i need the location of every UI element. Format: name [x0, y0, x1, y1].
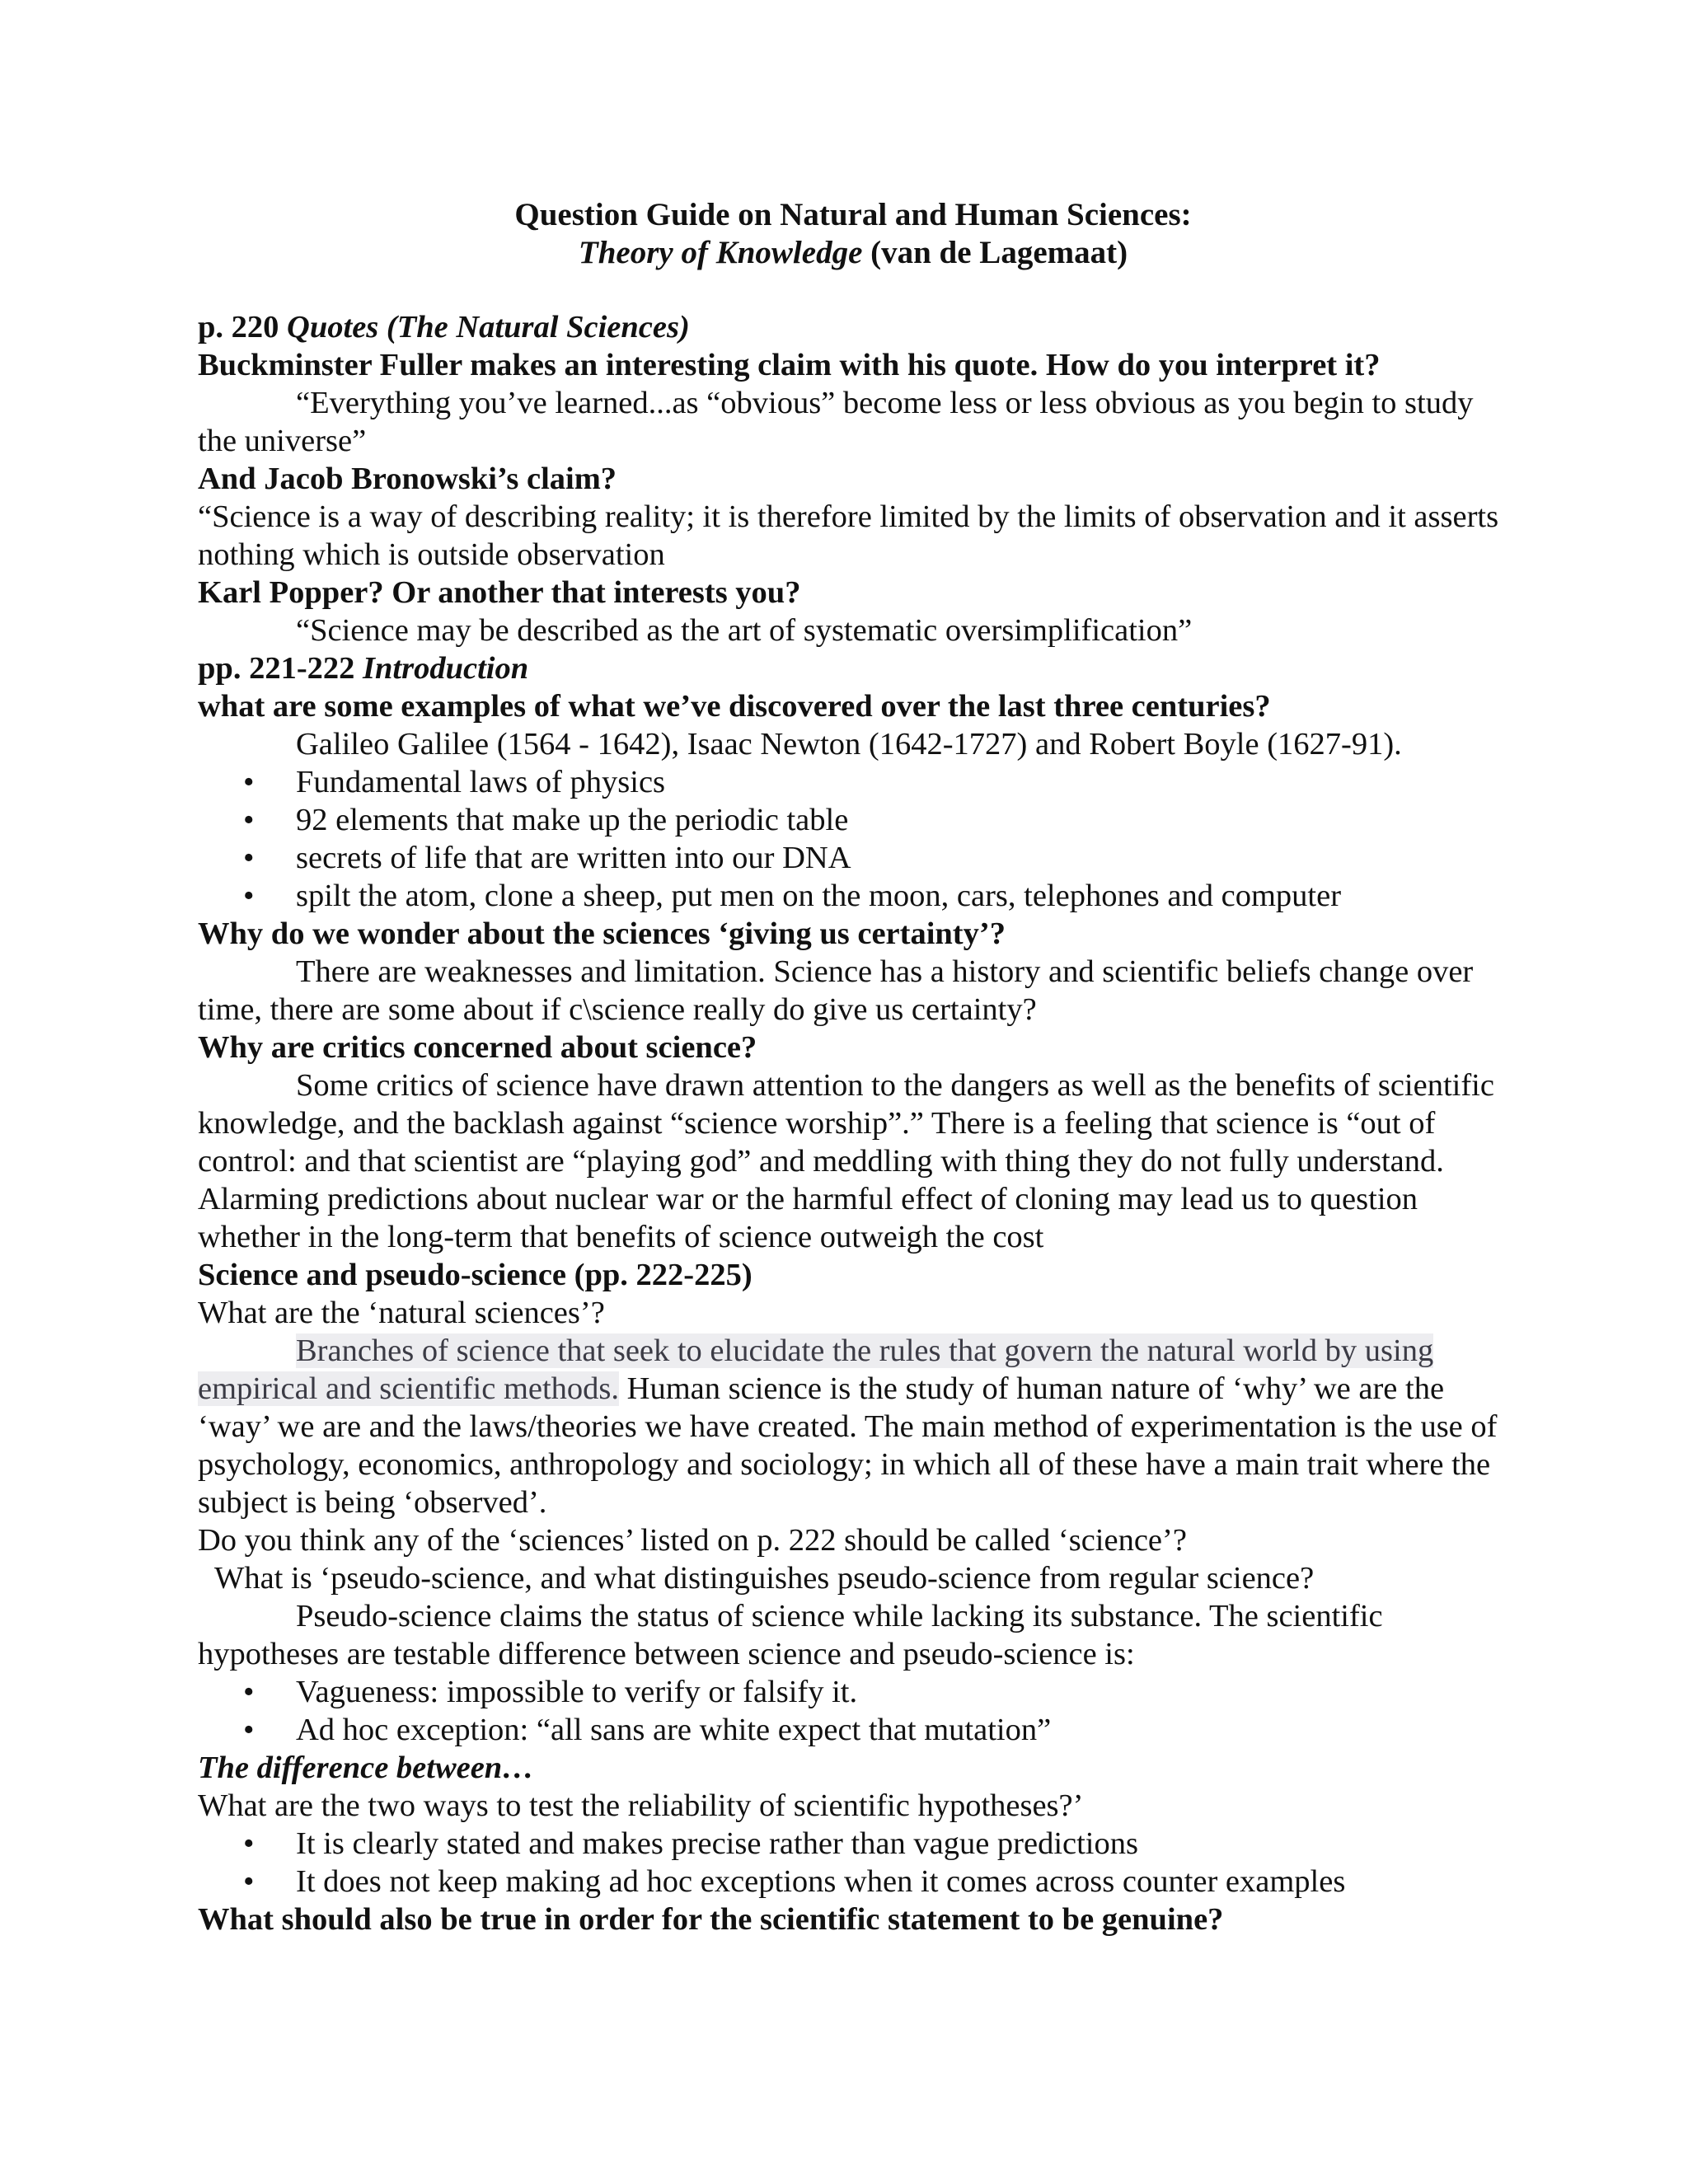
- list-item: • It is clearly stated and makes precise rather than vague predictions: [243, 1826, 1138, 1861]
- answer-bronowski: “Science is a way of describing reality; it is therefore limited by the limits of observation and it asserts nothing which is outside observation: [198, 499, 1499, 572]
- list-item: • Fundamental laws of physics: [243, 765, 666, 799]
- title-line-2: [198, 234, 1508, 272]
- list-item: • Ad hoc exception: “all sans are white expect that mutation”: [243, 1713, 1052, 1747]
- bullet-icon: •: [243, 765, 255, 799]
- list-item: • 92 elements that make up the periodic table: [243, 803, 849, 837]
- bullet-icon: •: [243, 1675, 255, 1709]
- question-p222: Do you think any of the ‘sciences’ listed on p. 222 should be called ‘science’?: [198, 1523, 1187, 1558]
- bullet-icon: •: [243, 879, 255, 913]
- bullet-icon: •: [243, 841, 255, 875]
- answer-certainty: There are weaknesses and limitation. Science has a history and scientific beliefs change over time, there are some about if c\science really do give us certainty?: [198, 954, 1474, 1027]
- list-item: • spilt the atom, clone a sheep, put men on the moon, cars, telephones and computer: [243, 879, 1342, 913]
- highlighted-text: Branches of science that seek to elucidate the rules that govern the natural world by using empirical and scientific methods.: [198, 1333, 1434, 1406]
- list-item: • It does not keep making ad hoc exceptions when it comes across counter examples: [243, 1864, 1346, 1899]
- discoveries-list: [198, 763, 1508, 915]
- question-genuine: What should also be true in order for the scientific statement to be genuine?: [198, 1902, 1224, 1937]
- answer-natural-sciences: Branches of science that seek to elucidate the rules that govern the natural world by using empirical and scientific methods. Human science is the study of human nature of ‘why’ we are the ‘way’ we are and the laws/theories we have created. The main method of experimentation is the use of psychology, economics, anthropology and sociology; in which all of these have a main trait where the subject is being ‘observed’.: [198, 1333, 1498, 1520]
- bullet-icon: •: [243, 803, 255, 837]
- book-author: (van de Lagemaat): [862, 235, 1128, 270]
- answer-pseudo-science: Pseudo-science claims the status of science while lacking its substance. The scientific hypotheses are testable difference between science and pseudo-science is:: [198, 1599, 1383, 1671]
- question-popper: Karl Popper? Or another that interests you?: [198, 575, 801, 610]
- document-title: [198, 196, 1508, 272]
- answer-fuller: “Everything you’ve learned...as “obvious” become less or less obvious as you begin to study the universe”: [198, 386, 1474, 458]
- question-certainty: Why do we wonder about the sciences ‘giving us certainty’?: [198, 916, 1006, 951]
- answer-popper: “Science may be described as the art of systematic oversimplification”: [296, 613, 1193, 648]
- section-heading-p220: p. 220 Quotes (The Natural Sciences): [198, 310, 690, 344]
- section-heading-pp221: pp. 221-222 Introduction: [198, 651, 529, 686]
- question-discoveries: what are some examples of what we’ve discovered over the last three centuries?: [198, 689, 1271, 724]
- pseudo-science-list: [198, 1673, 1508, 1749]
- bullet-icon: •: [243, 1826, 255, 1861]
- question-fuller: Buckminster Fuller makes an interesting claim with his quote. How do you interpret it?: [198, 348, 1381, 382]
- list-item: • secrets of life that are written into our DNA: [243, 841, 851, 875]
- question-two-ways: What are the two ways to test the reliability of scientific hypotheses?’: [198, 1788, 1084, 1823]
- section-heading-pseudo-science: Science and pseudo-science (pp. 222-225): [198, 1258, 753, 1292]
- question-pseudo-science: What is ‘pseudo-science, and what distinguishes pseudo-science from regular science?: [214, 1561, 1315, 1596]
- question-natural-sciences: What are the ‘natural sciences’?: [198, 1296, 605, 1330]
- document-page: [198, 196, 1508, 1938]
- bullet-icon: •: [243, 1864, 255, 1899]
- answer-discoveries: Galileo Galilee (1564 - 1642), Isaac Newton (1642-1727) and Robert Boyle (1627-91).: [296, 727, 1402, 762]
- list-item: • Vagueness: impossible to verify or falsify it.: [243, 1675, 858, 1709]
- answer-critics: Some critics of science have drawn attention to the dangers as well as the benefits of scientific knowledge, and the backlash against “science worship”.” There is a feeling that science is “out of control: and that scientist are “playing god” and meddling with thing they do not fully understand. Alarming predictions about nuclear war or the harmful effect of cloning may lead us to question whether in the long-term that benefits of science outweigh the cost: [198, 1068, 1494, 1254]
- bullet-icon: •: [243, 1713, 255, 1747]
- question-bronowski: And Jacob Bronowski’s claim?: [198, 462, 617, 496]
- question-critics: Why are critics concerned about science?: [198, 1030, 757, 1065]
- two-ways-list: [198, 1825, 1508, 1900]
- title-line-1: Question Guide on Natural and Human Sciences:: [514, 197, 1192, 232]
- book-title: Theory of Knowledge: [578, 235, 863, 270]
- section-heading-difference: The difference between…: [198, 1750, 534, 1785]
